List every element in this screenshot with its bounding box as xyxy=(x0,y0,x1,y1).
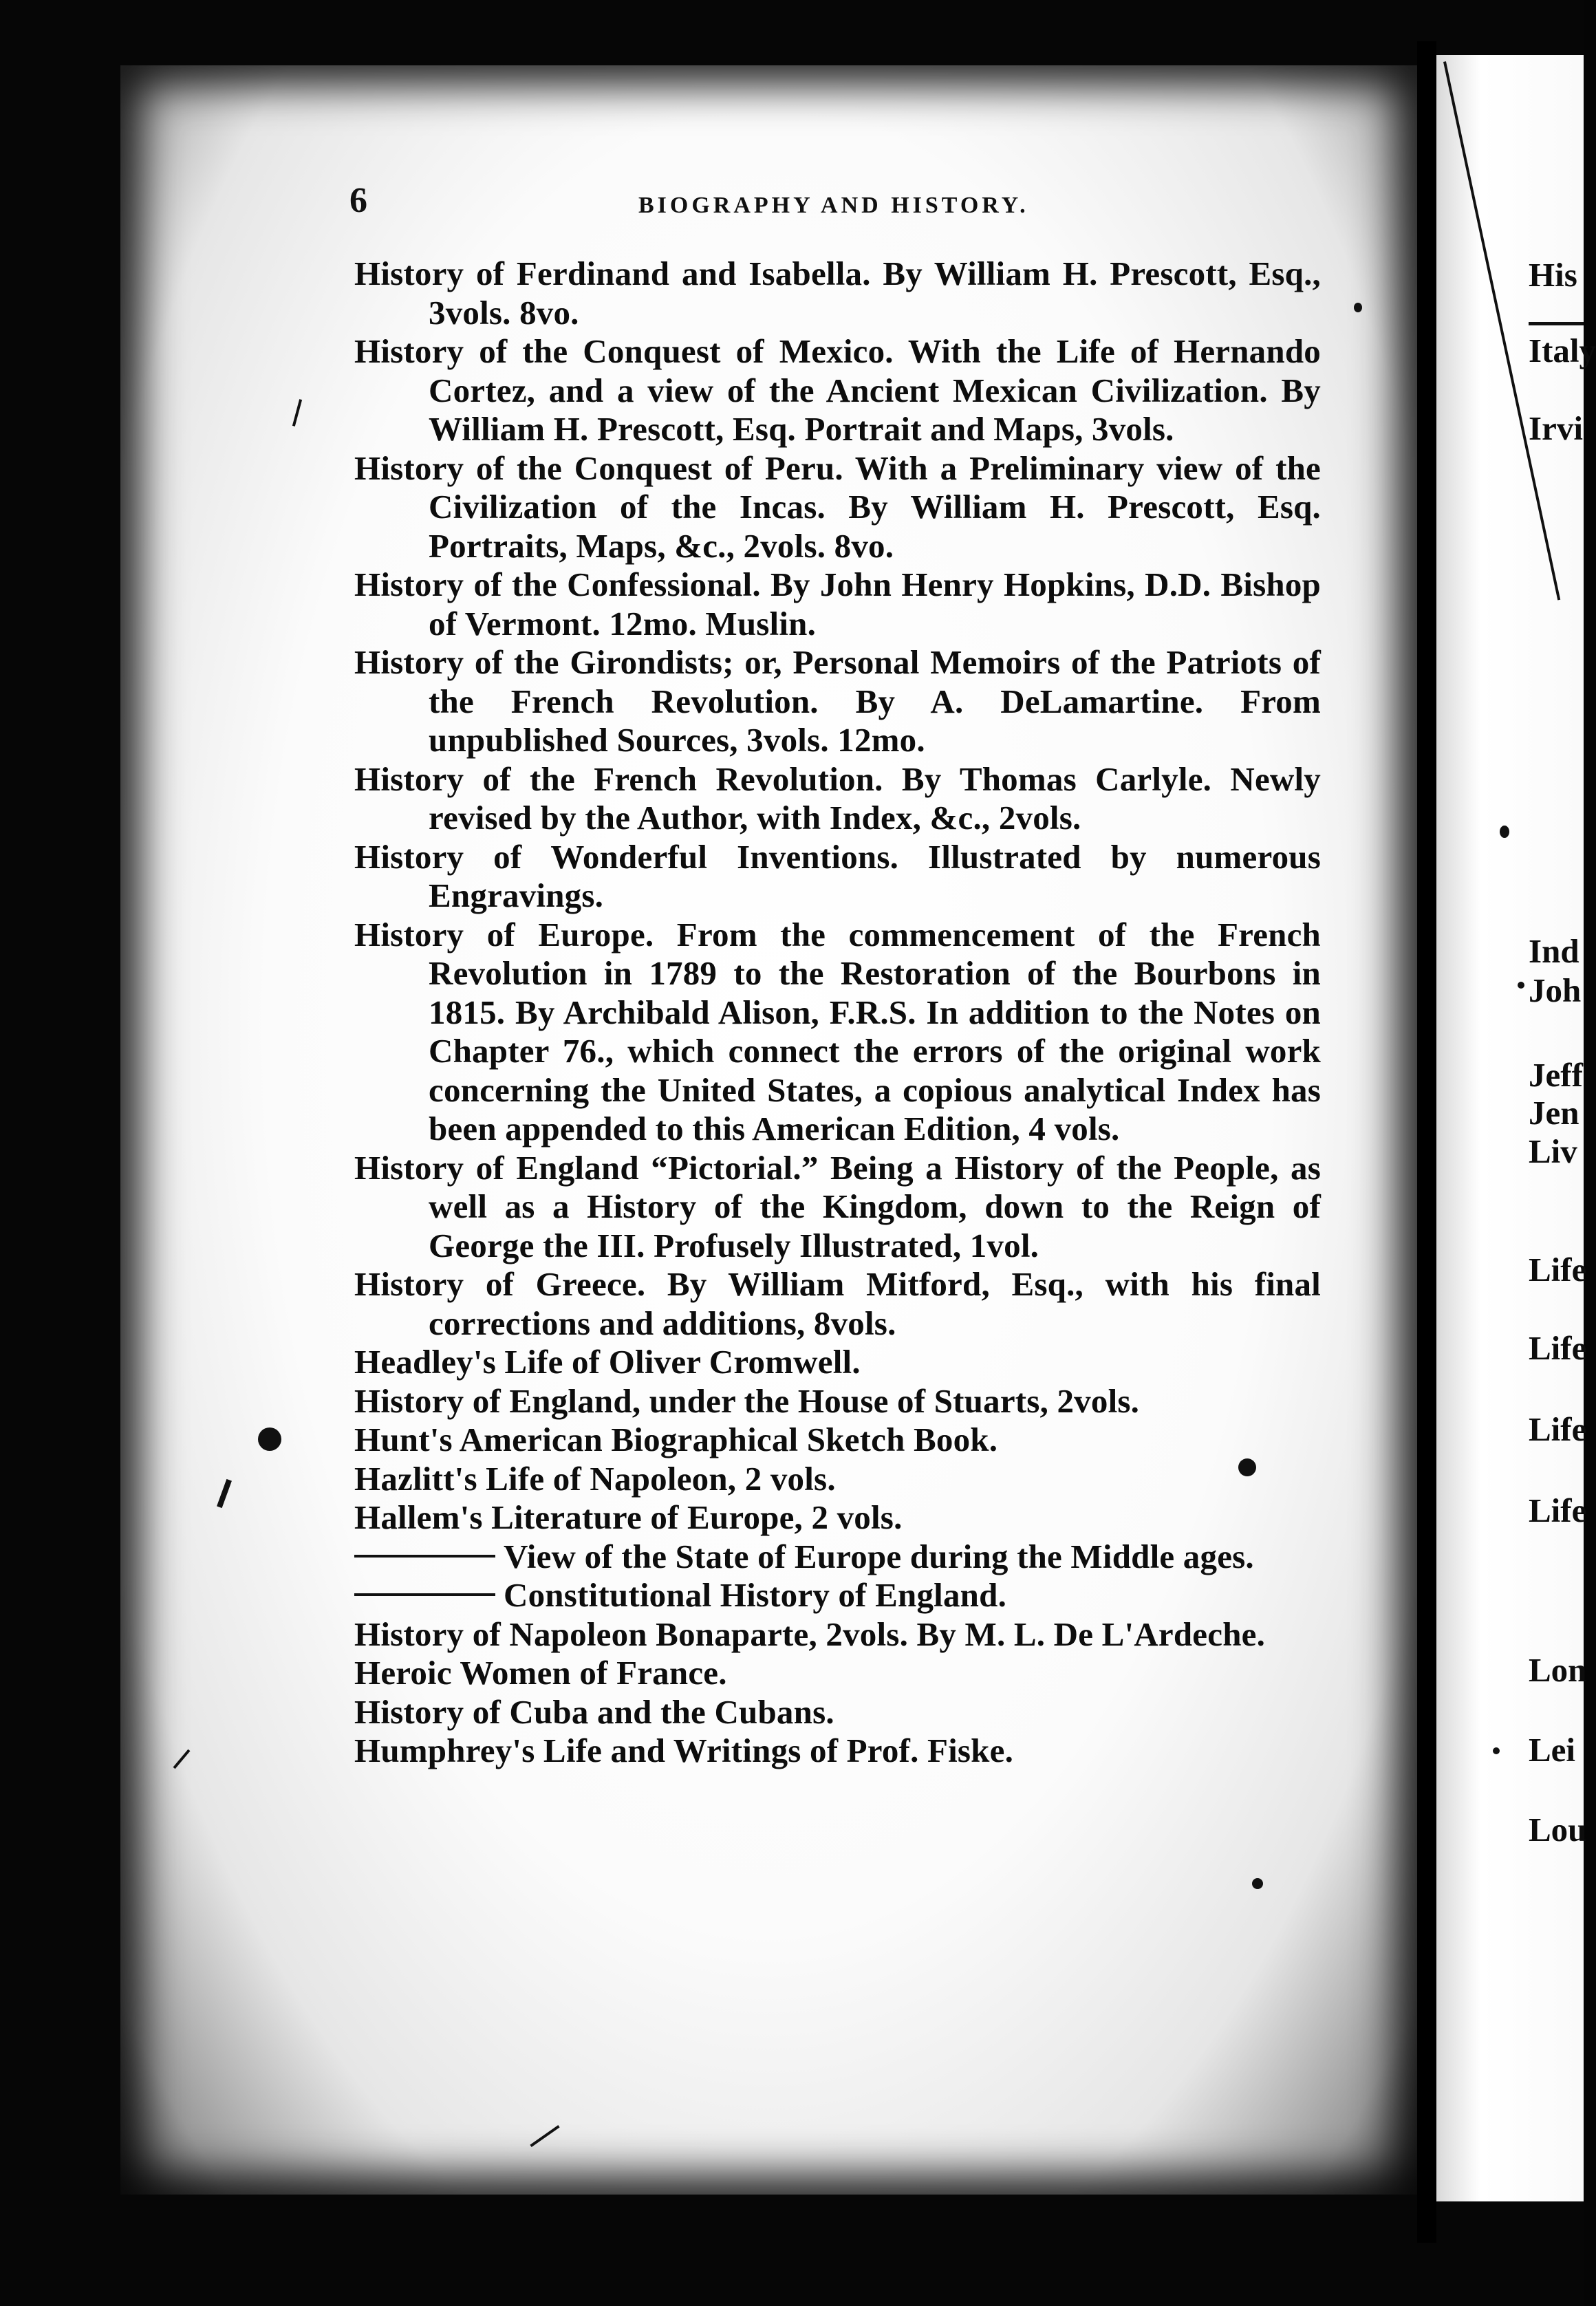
catalog-entry: Heroic Women of France. xyxy=(354,1654,727,1692)
catalog-entry: Humphrey's Life and Writings of Prof. Fiske. xyxy=(354,1732,1014,1769)
right-fragment: Liv xyxy=(1529,1132,1577,1170)
catalog-list xyxy=(354,255,1321,1771)
scan-blot xyxy=(258,1427,281,1451)
catalog-entry: History of the Conquest of Mexico. With the Life of Hernando Cortez, and a view of the Ancient Mexican Civilization. By William H. Prescott, Esq. Portrait and Maps, 3vols. xyxy=(354,332,1321,448)
right-fragment: Lou xyxy=(1529,1811,1587,1849)
catalog-entry: History of Ferdinand and Isabella. By William H. Prescott, Esq., 3vols. 8vo. xyxy=(354,255,1321,332)
catalog-entry: History of Wonderful Inventions. Illustrated by numerous Engravings. xyxy=(354,837,1321,914)
right-fragment: Irvi xyxy=(1529,409,1583,447)
scan-speck xyxy=(1238,1458,1256,1476)
catalog-entry: History of England “Pictorial.” Being a History of the People, as well as a History of the Kingdom, down to the Reign of George the III. Profusely Illustrated, 1vol. xyxy=(354,1148,1321,1264)
catalog-entry-ditto xyxy=(354,1576,1321,1615)
catalog-entry: History of Napoleon Bonaparte, 2vols. By M. L. De L'Ardeche. xyxy=(354,1615,1266,1653)
page-number: 6 xyxy=(349,181,367,220)
right-fragment: Life xyxy=(1529,1251,1587,1289)
catalog-entry: History of the Girondists; or, Personal Memoirs of the Patriots of the French Revolution. By A. DeLamartine. From unpublished Sources, 3vols. 12mo. xyxy=(354,643,1321,759)
right-fragment: Lei xyxy=(1529,1731,1576,1769)
catalog-entry: Hallem's Literature of Europe, 2 vols. xyxy=(354,1498,903,1536)
right-fragment: Jen xyxy=(1529,1094,1579,1132)
right-fragment: His xyxy=(1529,256,1577,294)
catalog-entry: Hunt's American Biographical Sketch Book. xyxy=(354,1421,998,1458)
running-title: BIOGRAPHY AND HISTORY. xyxy=(638,193,1029,218)
catalog-entry: History of the French Revolution. By Thomas Carlyle. Newly revised by the Author, with Index, &c., 2vols. xyxy=(354,759,1321,837)
right-fragment: Life xyxy=(1529,1329,1587,1367)
scan-speck xyxy=(1493,1747,1500,1754)
scan-speck xyxy=(1500,826,1509,838)
scan-speck xyxy=(1354,303,1362,312)
right-fragment: Jeff xyxy=(1529,1056,1583,1094)
catalog-entry: Hazlitt's Life of Napoleon, 2 vols. xyxy=(354,1459,836,1498)
right-fragment: Life xyxy=(1529,1410,1587,1448)
ditto-entry-text: Constitutional History of England. xyxy=(504,1576,1007,1614)
right-fragment: Ind xyxy=(1529,932,1579,970)
catalog-entry: History of Greece. By William Mitford, Esq., with his final corrections and additions, 8vols. xyxy=(354,1265,1321,1342)
book-gutter xyxy=(1417,41,1436,2243)
catalog-entry: History of the Conquest of Peru. With a Preliminary view of the Civilization of the Incas. By William H. Prescott, Esq. Portraits, Maps, &c., 2vols. 8vo. xyxy=(354,449,1321,565)
right-fragment: Lon xyxy=(1529,1651,1587,1689)
right-fragment: Joh xyxy=(1529,971,1582,1009)
catalog-entry: History of England, under the House of Stuarts, 2vols. xyxy=(354,1381,1140,1420)
ditto-rule xyxy=(354,1593,495,1596)
right-page-rule xyxy=(1529,322,1584,325)
scan-speck xyxy=(1252,1878,1263,1889)
right-fragment: Life xyxy=(1529,1491,1587,1529)
catalog-entry-ditto xyxy=(354,1538,1321,1577)
ditto-entry-text: View of the State of Europe during the Middle ages. xyxy=(504,1537,1254,1575)
catalog-entry: History of Cuba and the Cubans. xyxy=(354,1692,834,1731)
catalog-entry: Headley's Life of Oliver Cromwell. xyxy=(354,1343,861,1381)
catalog-entry: History of the Confessional. By John Henry Hopkins, D.D. Bishop of Vermont. 12mo. Muslin. xyxy=(354,565,1321,643)
right-fragment: Italy xyxy=(1529,332,1596,369)
catalog-entry: History of Europe. From the commencement of the French Revolution in 1789 to the Restoration of the Bourbons in 1815. By Archibald Alison, F.R.S. In addition to the Notes on Chapter 76., which connect the errors of the original work concerning the United States, a copious analytical Index has been appended to this American Edition, 4 vols. xyxy=(354,915,1321,1147)
scan-speck xyxy=(1518,982,1524,989)
ditto-rule xyxy=(354,1555,495,1558)
